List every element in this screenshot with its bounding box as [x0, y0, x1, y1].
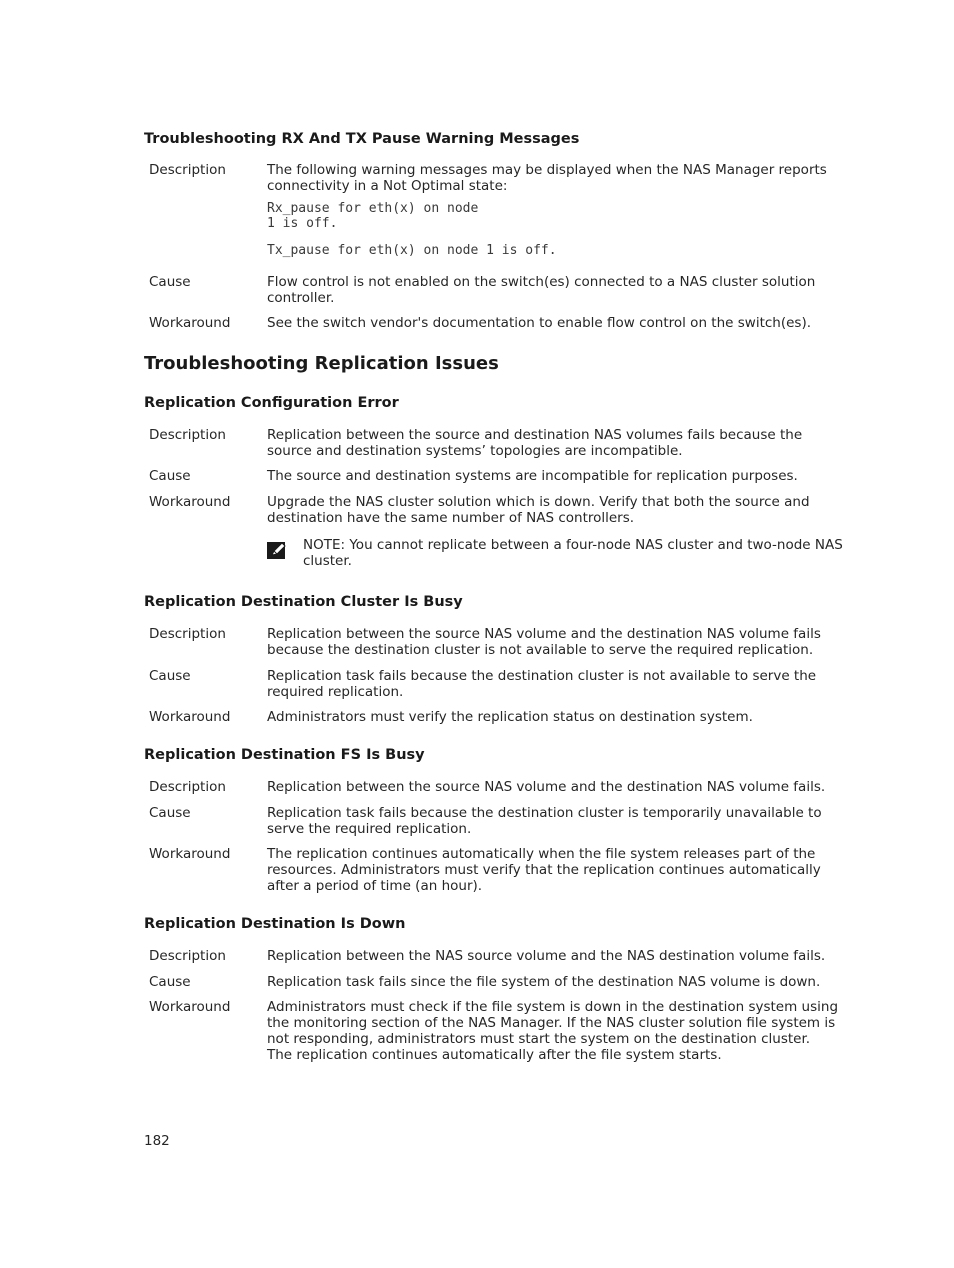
- note-body: You cannot replicate between a four-node NAS cluster and two-node NAS cluster.: [303, 537, 843, 569]
- cause-label: Cause: [149, 274, 191, 290]
- section-heading-rx-tx: Troubleshooting RX And TX Pause Warning Messages: [144, 131, 580, 147]
- page-number: 182: [144, 1133, 170, 1149]
- description-text: Replication between the source NAS volume and the destination NAS volume fails.: [267, 779, 826, 795]
- workaround-text: Upgrade the NAS cluster solution which is down. Verify that both the source and destination have the same number of NAS controllers.: [267, 494, 810, 526]
- cause-text: The source and destination systems are incompatible for replication purposes.: [267, 468, 798, 484]
- section-heading-fs-busy: Replication Destination FS Is Busy: [144, 747, 425, 763]
- cause-text: Replication task fails because the destination cluster is temporarily unavailable to serve the required replication.: [267, 805, 822, 837]
- section-heading-dest-down: Replication Destination Is Down: [144, 916, 406, 932]
- description-label: Description: [149, 779, 226, 795]
- workaround-label: Workaround: [149, 494, 231, 510]
- workaround-label: Workaround: [149, 709, 231, 725]
- description-text: Replication between the NAS source volume and the NAS destination volume fails.: [267, 948, 826, 964]
- cause-label: Cause: [149, 974, 191, 990]
- cause-label: Cause: [149, 805, 191, 821]
- code-rx-pause: Rx_pause for eth(x) on node 1 is off.: [267, 201, 479, 231]
- section-heading-config-error: Replication Configuration Error: [144, 395, 399, 411]
- description-text: Replication between the source NAS volume and the destination NAS volume fails because the destination cluster is not available to serve the required replication.: [267, 626, 821, 658]
- cause-text: Replication task fails because the destination cluster is not available to serve the required replication.: [267, 668, 817, 700]
- note-pencil-icon: [266, 540, 288, 560]
- replication-issues-heading: Troubleshooting Replication Issues: [144, 353, 499, 374]
- cause-label: Cause: [149, 468, 191, 484]
- description-label: Description: [149, 626, 226, 642]
- cause-text: Flow control is not enabled on the switch(es) connected to a NAS cluster solution controller.: [267, 274, 816, 306]
- cause-text: Replication task fails since the file system of the destination NAS volume is down.: [267, 974, 821, 990]
- description-label: Description: [149, 948, 226, 964]
- note-text: [303, 537, 843, 569]
- section-heading-cluster-busy: Replication Destination Cluster Is Busy: [144, 594, 463, 610]
- workaround-text: Administrators must verify the replication status on destination system.: [267, 709, 753, 725]
- workaround-text: See the switch vendor's documentation to enable flow control on the switch(es).: [267, 315, 812, 331]
- workaround-label: Workaround: [149, 846, 231, 862]
- cause-label: Cause: [149, 668, 191, 684]
- workaround-label: Workaround: [149, 315, 231, 331]
- workaround-text: The replication continues automatically when the file system releases part of the resources. Administrators must verify that the replication continues automatically after a period of time (an hour).: [267, 846, 821, 894]
- workaround-text: Administrators must check if the file system is down in the destination system using the monitoring section of the NAS Manager. If the NAS cluster solution file system is not responding, administrators must start the system on the destination cluster. The replication continues automatically after the file system starts.: [267, 999, 839, 1063]
- workaround-label: Workaround: [149, 999, 231, 1015]
- code-tx-pause: Tx_pause for eth(x) on node 1 is off.: [267, 243, 557, 258]
- description-text: The following warning messages may be displayed when the NAS Manager reports connectivity in a Not Optimal state:: [267, 162, 827, 194]
- description-label: Description: [149, 427, 226, 443]
- description-label: Description: [149, 162, 226, 178]
- description-text: Replication between the source and destination NAS volumes fails because the source and destination systems’ topologies are incompatible.: [267, 427, 803, 459]
- note-lead: NOTE:: [303, 537, 346, 553]
